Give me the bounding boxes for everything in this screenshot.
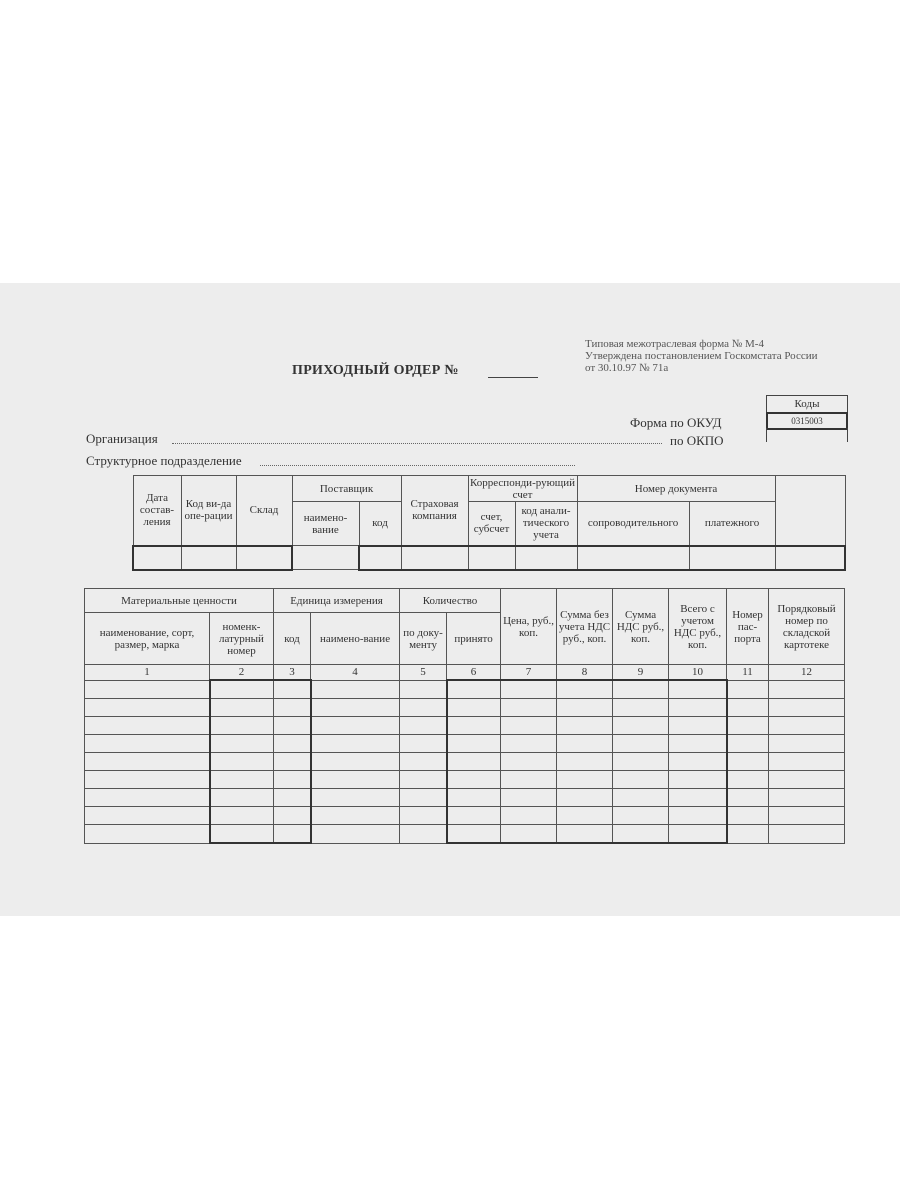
entry-cell[interactable] [727, 717, 769, 735]
column-number: 12 [769, 665, 845, 681]
entry-cell[interactable] [85, 825, 210, 844]
entry-cell[interactable] [210, 771, 274, 789]
entry-cell[interactable] [85, 717, 210, 735]
total-with-vat-header: Всего с учетом НДС руб., коп. [669, 589, 727, 665]
entry-cell[interactable] [613, 680, 669, 699]
entry-cell[interactable] [557, 771, 613, 789]
entry-cell[interactable] [210, 789, 274, 807]
entry-cell[interactable] [311, 789, 400, 807]
table-row [85, 680, 845, 699]
division-field[interactable] [260, 465, 575, 466]
column-number: 1 [85, 665, 210, 681]
materials-header: Материальные ценности [85, 589, 274, 613]
entry-cell[interactable] [669, 807, 727, 825]
entry-cell[interactable] [210, 825, 274, 844]
analytic-code-cell[interactable] [515, 546, 577, 570]
entry-cell[interactable] [447, 789, 501, 807]
entry-cell[interactable] [769, 753, 845, 771]
supplier-code-cell[interactable] [359, 546, 401, 570]
table-row [85, 807, 845, 825]
vat-sum-header: Сумма НДС руб., коп. [613, 589, 669, 665]
entry-cell[interactable] [400, 825, 447, 844]
entry-cell[interactable] [727, 825, 769, 844]
entry-cell[interactable] [210, 735, 274, 753]
entry-cell[interactable] [311, 807, 400, 825]
entry-cell[interactable] [400, 680, 447, 699]
entry-cell[interactable] [501, 680, 557, 699]
accepted-header: принято [447, 613, 501, 665]
okpo-label: по ОКПО [670, 433, 724, 448]
entry-cell[interactable] [400, 789, 447, 807]
entry-cell[interactable] [210, 717, 274, 735]
entry-cell[interactable] [501, 699, 557, 717]
supplier-name-header: наимено-вание [292, 502, 359, 546]
organization-label: Организация [86, 431, 158, 446]
document-sheet [0, 283, 900, 916]
entry-cell[interactable] [274, 789, 311, 807]
entry-cell[interactable] [769, 717, 845, 735]
entry-cell[interactable] [85, 789, 210, 807]
entry-cell[interactable] [85, 680, 210, 699]
approval-line: Типовая межотраслевая форма № М-4 [585, 338, 764, 350]
entry-cell[interactable] [311, 699, 400, 717]
entry-cell[interactable] [311, 771, 400, 789]
order-number-field[interactable] [488, 377, 538, 378]
entry-cell[interactable] [557, 735, 613, 753]
entry-cell[interactable] [727, 753, 769, 771]
date-header: Дата состав-ления [133, 476, 181, 546]
column-number: 10 [669, 665, 727, 681]
corr-account-header: Корреспонди-рующий счет [469, 476, 576, 501]
column-number: 7 [501, 665, 557, 681]
entry-cell[interactable] [727, 771, 769, 789]
entry-cell[interactable] [501, 807, 557, 825]
entry-cell[interactable] [669, 789, 727, 807]
warehouse-header: Склад [236, 476, 292, 546]
entry-cell[interactable] [557, 699, 613, 717]
entry-cell[interactable] [85, 771, 210, 789]
entry-cell[interactable] [400, 771, 447, 789]
entry-cell[interactable] [85, 807, 210, 825]
entry-cell[interactable] [210, 699, 274, 717]
entry-cell[interactable] [501, 789, 557, 807]
order-header-table [132, 475, 846, 571]
approval-line: Утверждена постановлением Госкомстата России [585, 350, 818, 362]
unit-header: Единица измерения [274, 589, 400, 613]
entry-cell[interactable] [669, 771, 727, 789]
entry-cell[interactable] [501, 753, 557, 771]
accompanying-doc-header: сопроводительного [577, 502, 689, 546]
entry-cell[interactable] [669, 717, 727, 735]
by-document-header: по доку-менту [400, 613, 447, 665]
materials-table [84, 588, 845, 844]
entry-cell[interactable] [727, 789, 769, 807]
entry-cell[interactable] [274, 807, 311, 825]
column-number: 9 [613, 665, 669, 681]
table-row [85, 771, 845, 789]
entry-cell[interactable] [613, 699, 669, 717]
okpo-field[interactable] [766, 428, 848, 442]
price-header: Цена, руб., коп. [501, 589, 557, 665]
entry-cell[interactable] [210, 753, 274, 771]
entry-cell[interactable] [727, 680, 769, 699]
entry-cell[interactable] [447, 807, 501, 825]
insurance-cell[interactable] [401, 546, 468, 570]
column-number: 5 [400, 665, 447, 681]
entry-cell[interactable] [274, 680, 311, 699]
entry-cell[interactable] [274, 771, 311, 789]
entry-cell[interactable] [447, 699, 501, 717]
entry-cell[interactable] [501, 717, 557, 735]
supplier-header: Поставщик [292, 476, 401, 502]
entry-cell[interactable] [769, 771, 845, 789]
codes-extra-cell[interactable] [775, 546, 845, 570]
entry-cell[interactable] [85, 753, 210, 771]
unit-name-header: наимено-вание [311, 613, 400, 665]
table-row [85, 789, 845, 807]
column-number: 8 [557, 665, 613, 681]
unit-code-header: код [274, 613, 311, 665]
entry-cell[interactable] [557, 680, 613, 699]
passport-header: Номер пас-порта [727, 589, 769, 665]
operation-code-cell[interactable] [181, 546, 236, 570]
entry-cell[interactable] [613, 771, 669, 789]
entry-cell[interactable] [501, 735, 557, 753]
entry-cell[interactable] [447, 717, 501, 735]
entry-cell[interactable] [613, 753, 669, 771]
table-row [85, 825, 845, 844]
accompanying-doc-cell[interactable] [577, 546, 689, 570]
warehouse-cell[interactable] [236, 546, 292, 570]
entry-cell[interactable] [274, 825, 311, 844]
column-number: 2 [210, 665, 274, 681]
entry-cell[interactable] [769, 825, 845, 844]
entry-cell[interactable] [613, 789, 669, 807]
approval-line: от 30.10.97 № 71а [585, 362, 669, 374]
table-row [85, 699, 845, 717]
entry-cell[interactable] [669, 753, 727, 771]
insurance-header: Страховая компания [401, 476, 468, 546]
entry-cell[interactable] [613, 717, 669, 735]
payment-doc-cell[interactable] [689, 546, 775, 570]
entry-cell[interactable] [400, 735, 447, 753]
entry-cell[interactable] [311, 735, 400, 753]
table-row [85, 717, 845, 735]
entry-cell[interactable] [311, 825, 400, 844]
entry-cell[interactable] [274, 735, 311, 753]
entry-cell[interactable] [669, 825, 727, 844]
entry-cell[interactable] [769, 699, 845, 717]
entry-cell[interactable] [727, 807, 769, 825]
column-number: 6 [447, 665, 501, 681]
column-number: 4 [311, 665, 400, 681]
payment-doc-header: платежного [689, 502, 775, 546]
entry-cell[interactable] [274, 699, 311, 717]
entry-cell[interactable] [210, 680, 274, 699]
entry-cell[interactable] [311, 680, 400, 699]
entry-cell[interactable] [400, 717, 447, 735]
nomenclature-header: номенк-латурный номер [210, 613, 274, 665]
table-row [85, 753, 845, 771]
document-title: ПРИХОДНЫЙ ОРДЕР № [292, 363, 459, 378]
entry-cell[interactable] [311, 753, 400, 771]
entry-cell[interactable] [447, 771, 501, 789]
materials-rows [85, 680, 845, 843]
column-number: 3 [274, 665, 311, 681]
entry-cell[interactable] [669, 735, 727, 753]
entry-cell[interactable] [447, 825, 501, 844]
entry-cell[interactable] [557, 807, 613, 825]
account-cell[interactable] [468, 546, 515, 570]
column-number: 11 [727, 665, 769, 681]
operation-code-header: Код ви-да опе-рации [181, 476, 236, 546]
entry-cell[interactable] [85, 699, 210, 717]
codes-header: Коды [766, 395, 848, 413]
entry-cell[interactable] [447, 753, 501, 771]
entry-cell[interactable] [669, 699, 727, 717]
entry-cell[interactable] [769, 735, 845, 753]
entry-cell[interactable] [85, 735, 210, 753]
entry-cell[interactable] [769, 789, 845, 807]
okud-code: 0315003 [766, 412, 848, 430]
entry-cell[interactable] [613, 807, 669, 825]
entry-cell[interactable] [613, 735, 669, 753]
entry-cell[interactable] [447, 735, 501, 753]
date-cell[interactable] [133, 546, 181, 570]
entry-cell[interactable] [557, 825, 613, 844]
entry-cell[interactable] [669, 680, 727, 699]
account-header: счет, субсчет [468, 502, 515, 546]
codes-extra-column [775, 476, 845, 546]
entry-cell[interactable] [769, 680, 845, 699]
entry-cell[interactable] [727, 735, 769, 753]
entry-cell[interactable] [274, 753, 311, 771]
entry-cell[interactable] [557, 789, 613, 807]
entry-cell[interactable] [557, 717, 613, 735]
form-approval-note [585, 338, 817, 374]
entry-cell[interactable] [769, 807, 845, 825]
card-number-header: Порядковый номер по складской картотеке [769, 589, 845, 665]
entry-cell[interactable] [274, 717, 311, 735]
entry-cell[interactable] [613, 825, 669, 844]
entry-cell[interactable] [727, 699, 769, 717]
entry-cell[interactable] [400, 807, 447, 825]
entry-cell[interactable] [210, 807, 274, 825]
entry-cell[interactable] [501, 825, 557, 844]
division-label: Структурное подразделение [86, 453, 242, 468]
analytic-code-header: код анали-тического учета [515, 502, 577, 546]
entry-cell[interactable] [311, 717, 400, 735]
supplier-code-header: код [359, 502, 401, 546]
entry-cell[interactable] [447, 680, 501, 699]
sum-no-vat-header: Сумма без учета НДС руб., коп. [557, 589, 613, 665]
table-row [85, 735, 845, 753]
entry-cell[interactable] [400, 753, 447, 771]
entry-cell[interactable] [501, 771, 557, 789]
quantity-header: Количество [400, 589, 501, 613]
entry-cell[interactable] [557, 753, 613, 771]
name-sort-header: наименование, сорт, размер, марка [85, 613, 210, 665]
organization-field[interactable] [172, 443, 662, 444]
entry-cell[interactable] [400, 699, 447, 717]
okud-label: Форма по ОКУД [630, 415, 722, 430]
doc-number-header: Номер документа [577, 476, 775, 502]
supplier-name-cell[interactable] [292, 546, 359, 570]
